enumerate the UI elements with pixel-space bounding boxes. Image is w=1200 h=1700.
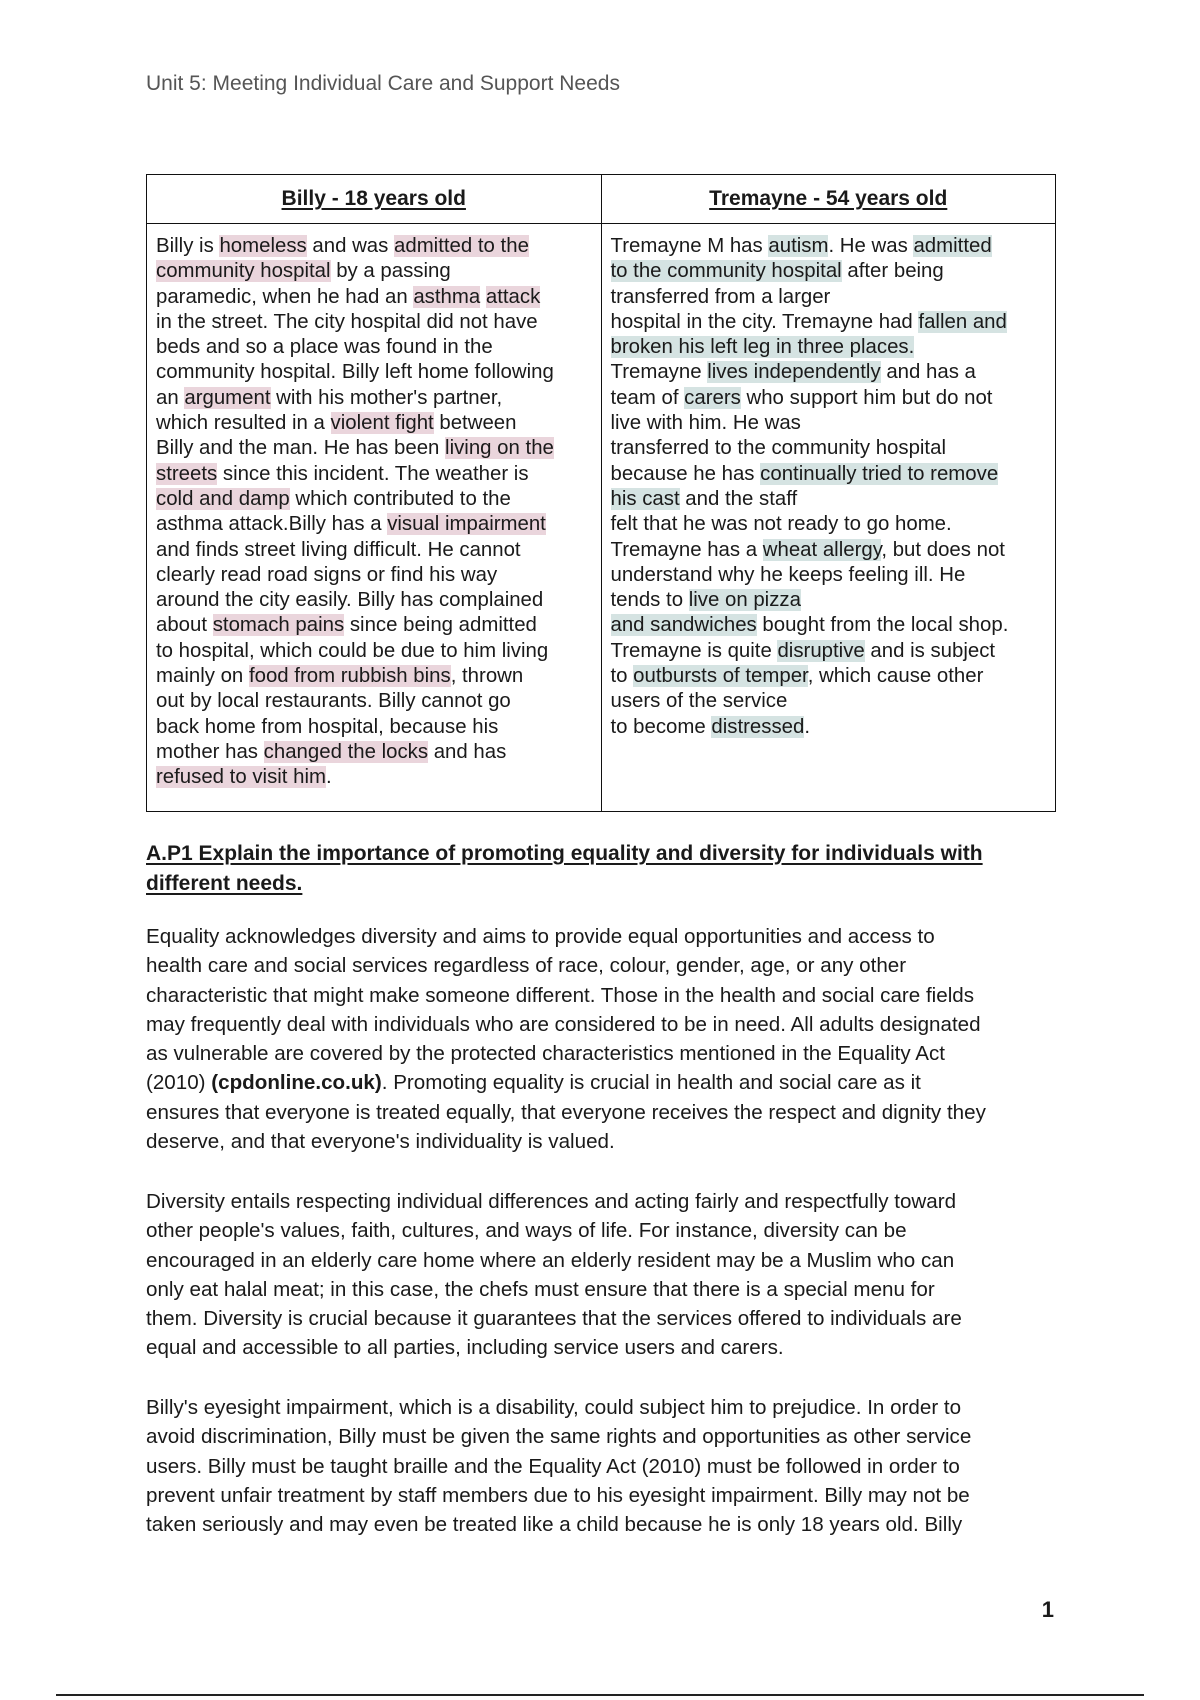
paragraph-billy-impairment bbox=[146, 1393, 1076, 1539]
highlighted-phrase: cold and damp bbox=[156, 487, 290, 510]
paragraph-line bbox=[146, 1187, 1076, 1216]
text-segment: Billy is bbox=[156, 235, 220, 257]
text-segment: paramedic, when he had an bbox=[156, 285, 414, 308]
paragraph-line bbox=[146, 1246, 1076, 1275]
highlighted-phrase: continually tried to remove bbox=[760, 462, 999, 485]
billy-text-line bbox=[156, 487, 592, 512]
text-segment: and the staff bbox=[679, 487, 798, 510]
paragraph-line bbox=[146, 1452, 1076, 1481]
text-segment: Tremayne is quite bbox=[610, 639, 778, 662]
highlighted-phrase: homeless bbox=[219, 235, 307, 257]
billy-text-line bbox=[156, 740, 592, 765]
text-segment: live with him. He was bbox=[610, 412, 801, 435]
text-segment: avoid discrimination, Billy must be given the same rights and opportunities as other service bbox=[146, 1425, 972, 1449]
paragraph-line bbox=[146, 1304, 1076, 1333]
text-segment: between bbox=[433, 412, 517, 435]
text-segment: Billy's eyesight impairment, which is a disability, could subject him to prejudice. In order to bbox=[146, 1396, 962, 1419]
paragraph-line bbox=[146, 1039, 1076, 1068]
text-segment: Tremayne bbox=[610, 361, 708, 384]
billy-text-line bbox=[156, 664, 592, 689]
tremayne-text-line bbox=[611, 462, 1047, 487]
billy-text-line bbox=[156, 715, 592, 740]
paragraph-line bbox=[146, 1216, 1076, 1245]
billy-text-line bbox=[156, 563, 592, 588]
highlighted-phrase: live on pizza bbox=[688, 589, 801, 612]
highlighted-phrase: carers bbox=[684, 386, 741, 409]
highlighted-phrase: disruptive bbox=[777, 639, 865, 662]
billy-heading: Billy - 18 years old bbox=[281, 187, 466, 210]
highlighted-phrase: changed the locks bbox=[263, 740, 429, 763]
billy-text-line bbox=[156, 639, 592, 664]
paragraph-line bbox=[146, 1127, 1076, 1156]
tremayne-text-line bbox=[611, 386, 1047, 411]
paragraph-line bbox=[146, 1275, 1076, 1304]
page-number: 1 bbox=[1041, 1597, 1054, 1622]
text-segment: equal and accessible to all parties, including service users and carers. bbox=[146, 1336, 784, 1360]
paragraph-line bbox=[146, 981, 1076, 1010]
highlighted-phrase: streets bbox=[156, 462, 218, 485]
highlighted-phrase: fallen and bbox=[918, 310, 1007, 333]
highlighted-phrase: attack bbox=[485, 285, 541, 308]
text-segment: who support him but do not bbox=[740, 386, 993, 409]
text-segment: . Promoting equality is crucial in health and social care as it bbox=[381, 1071, 921, 1095]
tremayne-text-line bbox=[611, 360, 1047, 385]
tremayne-text-line bbox=[611, 563, 1047, 588]
tremayne-text-line bbox=[611, 411, 1047, 436]
text-segment: an bbox=[156, 386, 185, 409]
text-segment: Billy and the man. He has been bbox=[156, 437, 446, 460]
text-segment: community hospital. Billy left home following bbox=[156, 361, 554, 384]
text-segment: and has a bbox=[880, 361, 976, 384]
table-header-row bbox=[147, 175, 1056, 224]
text-segment: users of the service bbox=[610, 690, 788, 713]
tremayne-text-line bbox=[611, 689, 1047, 714]
text-segment: (2010) bbox=[146, 1071, 212, 1095]
billy-text-line bbox=[156, 538, 592, 563]
text-segment: back home from hospital, because his bbox=[156, 715, 499, 738]
billy-text-line bbox=[156, 335, 592, 360]
highlighted-phrase: autism bbox=[768, 235, 829, 257]
text-segment: tends to bbox=[610, 589, 689, 612]
billy-heading-cell bbox=[147, 175, 602, 224]
paragraph-line bbox=[146, 1510, 1076, 1539]
highlighted-phrase: living on the bbox=[445, 437, 554, 460]
text-segment: to become bbox=[610, 715, 712, 738]
text-segment: as vulnerable are covered by the protected characteristics mentioned in the Equality Act bbox=[146, 1042, 946, 1066]
case-study-table bbox=[146, 174, 1056, 812]
text-segment: Equality acknowledges diversity and aims to provide equal opportunities and access to bbox=[146, 925, 935, 948]
tremayne-heading: Tremayne - 54 years old bbox=[709, 187, 948, 210]
citation: (cpdonline.co.uk) bbox=[211, 1071, 382, 1095]
billy-text-line bbox=[156, 462, 592, 487]
paragraph-line bbox=[146, 1068, 1076, 1097]
assignment-question: A.P1 Explain the importance of promoting equality and diversity for individuals with different needs. bbox=[146, 842, 983, 895]
highlighted-phrase: distressed bbox=[711, 715, 805, 738]
text-segment: characteristic that might make someone different. Those in the health and social care fields bbox=[146, 983, 975, 1007]
text-segment: to bbox=[610, 665, 634, 688]
text-segment: deserve, and that everyone's individuality is valued. bbox=[146, 1130, 615, 1154]
highlighted-phrase: admitted to the bbox=[394, 235, 529, 257]
paragraph-equality bbox=[146, 922, 1076, 1156]
text-segment: hospital in the city. Tremayne had bbox=[610, 310, 919, 333]
tremayne-text-line bbox=[611, 715, 1047, 740]
text-segment: team of bbox=[610, 386, 685, 409]
highlighted-phrase: admitted bbox=[913, 235, 992, 257]
tremayne-text-line bbox=[611, 538, 1047, 563]
billy-text-line bbox=[156, 411, 592, 436]
text-segment: with his mother's partner, bbox=[270, 386, 503, 409]
billy-case-text bbox=[147, 224, 602, 812]
text-segment: Diversity entails respecting individual differences and acting fairly and respectfully toward bbox=[146, 1190, 957, 1213]
paragraph-line bbox=[146, 1393, 1076, 1422]
billy-text-line bbox=[156, 386, 592, 411]
highlighted-phrase: community hospital bbox=[156, 260, 331, 283]
text-segment: them. Diversity is crucial because it guarantees that the services offered to individuals are bbox=[146, 1307, 962, 1331]
text-segment: and was bbox=[306, 235, 395, 257]
tremayne-case-text bbox=[601, 224, 1056, 812]
highlighted-phrase: asthma bbox=[413, 285, 481, 308]
billy-text-line bbox=[156, 285, 592, 310]
text-segment: in the street. The city hospital did not have bbox=[156, 310, 538, 333]
tremayne-text-line bbox=[611, 234, 1047, 259]
page-header: Unit 5: Meeting Individual Care and Support Needs bbox=[146, 72, 620, 95]
page-bottom-rule bbox=[56, 1694, 1144, 1696]
text-segment: and has bbox=[428, 740, 507, 763]
text-segment: transferred from a larger bbox=[610, 285, 831, 308]
text-segment: . bbox=[804, 715, 810, 738]
highlighted-phrase: broken his left leg in three places. bbox=[610, 336, 915, 359]
paragraph-line bbox=[146, 951, 1076, 980]
highlighted-phrase: violent fight bbox=[330, 412, 434, 435]
billy-text-line bbox=[156, 259, 592, 284]
highlighted-phrase: refused to visit him bbox=[156, 766, 326, 789]
highlighted-phrase: visual impairment bbox=[387, 513, 546, 536]
text-segment: prevent unfair treatment by staff members due to his eyesight impairment. Billy may not be bbox=[146, 1483, 970, 1507]
text-segment: by a passing bbox=[330, 260, 451, 283]
tremayne-text-line bbox=[611, 285, 1047, 310]
highlighted-phrase: outbursts of temper bbox=[633, 665, 808, 688]
table-body-row bbox=[147, 224, 1056, 812]
highlighted-phrase: to the community hospital bbox=[610, 260, 842, 283]
tremayne-text-line bbox=[611, 639, 1047, 664]
highlighted-phrase: food from rubbish bins bbox=[248, 665, 451, 688]
text-segment: . He was bbox=[828, 235, 914, 257]
tremayne-text-line bbox=[611, 335, 1047, 360]
text-segment: about bbox=[156, 614, 213, 637]
text-segment: since being admitted bbox=[344, 614, 537, 637]
text-segment: encouraged in an elderly care home where an elderly resident may be a Muslim who can bbox=[146, 1248, 955, 1272]
text-segment: users. Billy must be taught braille and the Equality Act (2010) must be followed in order to bbox=[146, 1454, 960, 1478]
paragraph-line bbox=[146, 1333, 1076, 1362]
highlighted-phrase: his cast bbox=[610, 487, 680, 510]
tremayne-text-line bbox=[611, 259, 1047, 284]
text-segment: clearly read road signs or find his way bbox=[156, 563, 498, 586]
text-segment: , but does not bbox=[881, 538, 1005, 561]
text-segment: health care and social services regardless of race, colour, gender, age, or any other bbox=[146, 954, 907, 978]
text-segment: out by local restaurants. Billy cannot go bbox=[156, 690, 511, 713]
text-segment: taken seriously and may even be treated like a child because he is only 18 years old. Billy bbox=[146, 1513, 963, 1537]
tremayne-text-line bbox=[611, 613, 1047, 638]
text-segment: ensures that everyone is treated equally, that everyone receives the respect and dignity they bbox=[146, 1100, 986, 1124]
text-segment: since this incident. The weather is bbox=[217, 462, 529, 485]
billy-text-line bbox=[156, 310, 592, 335]
text-segment: beds and so a place was found in the bbox=[156, 336, 493, 359]
paragraph-line bbox=[146, 1481, 1076, 1510]
text-segment: because he has bbox=[610, 462, 761, 485]
billy-text-line bbox=[156, 436, 592, 461]
highlighted-phrase: lives independently bbox=[707, 361, 881, 384]
highlighted-phrase: wheat allergy bbox=[762, 538, 882, 561]
text-segment: mother has bbox=[156, 740, 264, 763]
text-segment: may frequently deal with individuals who are considered to be in need. All adults designated bbox=[146, 1012, 981, 1036]
text-segment: Tremayne M has bbox=[610, 235, 769, 257]
text-segment: , thrown bbox=[450, 665, 524, 688]
text-segment: Tremayne has a bbox=[610, 538, 763, 561]
paragraph-line bbox=[146, 1422, 1076, 1451]
text-segment: bought from the local shop. bbox=[756, 614, 1009, 637]
text-segment: only eat halal meat; in this case, the chefs must ensure that there is a special menu for bbox=[146, 1277, 935, 1301]
highlighted-phrase: argument bbox=[184, 386, 271, 409]
paragraph-diversity bbox=[146, 1187, 1076, 1363]
text-segment: asthma attack.Billy has a bbox=[156, 513, 388, 536]
tremayne-text-line bbox=[611, 512, 1047, 537]
text-segment: after being bbox=[841, 260, 944, 283]
billy-text-line bbox=[156, 360, 592, 385]
text-segment: and finds street living difficult. He cannot bbox=[156, 538, 521, 561]
highlighted-phrase: and sandwiches bbox=[610, 614, 757, 637]
paragraph-line bbox=[146, 922, 1076, 951]
text-segment: mainly on bbox=[156, 665, 249, 688]
tremayne-heading-cell bbox=[601, 175, 1056, 224]
tremayne-text-line bbox=[611, 487, 1047, 512]
tremayne-text-line bbox=[611, 436, 1047, 461]
billy-text-line bbox=[156, 765, 592, 790]
text-segment: around the city easily. Billy has complained bbox=[156, 589, 544, 612]
tremayne-text-line bbox=[611, 310, 1047, 335]
text-segment: . bbox=[326, 766, 332, 789]
billy-text-line bbox=[156, 689, 592, 714]
text-segment: which resulted in a bbox=[156, 412, 331, 435]
billy-text-line bbox=[156, 234, 592, 259]
tremayne-text-line bbox=[611, 664, 1047, 689]
billy-text-line bbox=[156, 512, 592, 537]
text-segment: felt that he was not ready to go home. bbox=[610, 513, 952, 536]
text-segment: transferred to the community hospital bbox=[610, 437, 946, 460]
highlighted-phrase: stomach pains bbox=[212, 614, 345, 637]
tremayne-text-line bbox=[611, 588, 1047, 613]
text-segment: which contributed to the bbox=[289, 487, 511, 510]
billy-text-line bbox=[156, 588, 592, 613]
text-segment: to hospital, which could be due to him living bbox=[156, 639, 549, 662]
billy-text-line bbox=[156, 613, 592, 638]
text-segment: understand why he keeps feeling ill. He bbox=[610, 563, 966, 586]
paragraph-line bbox=[146, 1010, 1076, 1039]
paragraph-line bbox=[146, 1098, 1076, 1127]
text-segment: other people's values, faith, cultures, and ways of life. For instance, diversity can be bbox=[146, 1219, 907, 1243]
text-segment: , which cause other bbox=[807, 665, 984, 688]
text-segment: and is subject bbox=[864, 639, 996, 662]
